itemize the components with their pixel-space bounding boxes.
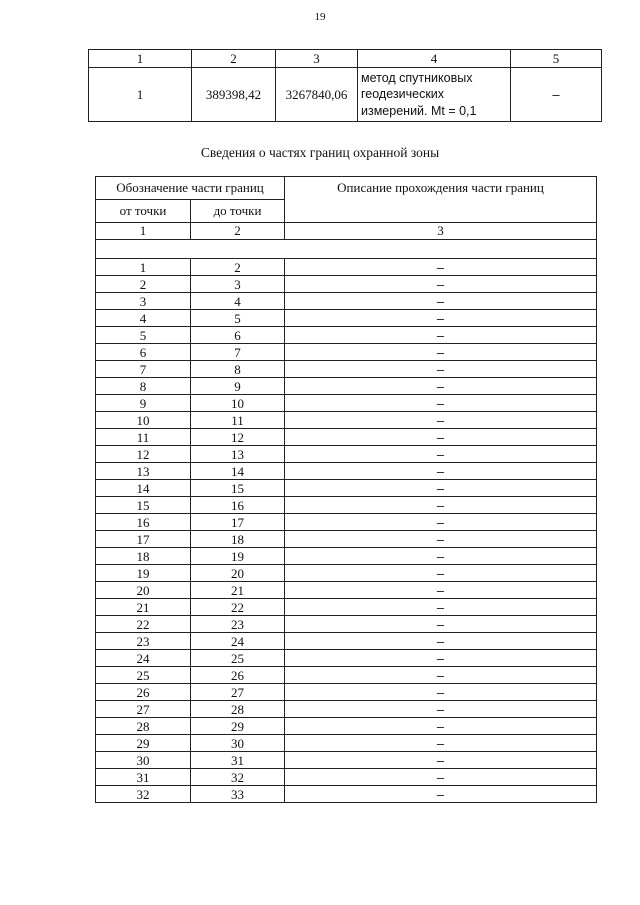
method-cell — [358, 68, 511, 122]
column-number-cell: 1 — [89, 50, 192, 68]
to-point-cell: 21 — [191, 582, 285, 599]
y-coordinate-cell: 3267840,06 — [276, 68, 358, 122]
from-point-cell: 26 — [96, 684, 191, 701]
to-point-cell: 27 — [191, 684, 285, 701]
empty-cell — [96, 240, 597, 259]
to-point-cell: 2 — [191, 259, 285, 276]
to-point-cell: 23 — [191, 616, 285, 633]
table-row — [96, 276, 597, 293]
column-number-cell: 2 — [191, 223, 285, 240]
description-cell: – — [285, 752, 597, 769]
from-point-cell: 5 — [96, 327, 191, 344]
table-row — [96, 718, 597, 735]
from-point-cell: 7 — [96, 361, 191, 378]
description-cell: – — [285, 633, 597, 650]
table-row — [96, 548, 597, 565]
table-header-row — [96, 177, 597, 200]
table-row — [96, 497, 597, 514]
table-row — [96, 361, 597, 378]
to-point-cell: 15 — [191, 480, 285, 497]
from-point-cell: 4 — [96, 310, 191, 327]
to-point-cell: 6 — [191, 327, 285, 344]
description-cell: – — [285, 276, 597, 293]
table-row — [96, 293, 597, 310]
table-row — [96, 565, 597, 582]
to-point-cell: 7 — [191, 344, 285, 361]
description-cell: – — [285, 667, 597, 684]
description-cell: – — [285, 412, 597, 429]
to-point-cell: 10 — [191, 395, 285, 412]
description-cell: – — [285, 446, 597, 463]
method-line: измерений. Mt = 0,1 — [361, 103, 477, 118]
to-point-cell: 14 — [191, 463, 285, 480]
to-point-cell: 3 — [191, 276, 285, 293]
to-point-cell: 9 — [191, 378, 285, 395]
table-row — [96, 633, 597, 650]
coordinates-table — [88, 49, 602, 122]
description-cell: – — [285, 599, 597, 616]
table-row — [96, 752, 597, 769]
to-point-cell: 29 — [191, 718, 285, 735]
to-point-cell: 33 — [191, 786, 285, 803]
description-cell: – — [285, 327, 597, 344]
table-row — [96, 310, 597, 327]
to-point-header: до точки — [191, 200, 285, 223]
to-point-cell: 28 — [191, 701, 285, 718]
description-cell: – — [285, 582, 597, 599]
from-point-cell: 2 — [96, 276, 191, 293]
column-number-cell: 2 — [192, 50, 276, 68]
from-point-cell: 20 — [96, 582, 191, 599]
table-row — [96, 616, 597, 633]
column-number-cell: 3 — [276, 50, 358, 68]
column-number-cell: 3 — [285, 223, 597, 240]
description-cell: – — [285, 378, 597, 395]
description-cell: – — [285, 650, 597, 667]
table-row — [96, 463, 597, 480]
from-point-cell: 21 — [96, 599, 191, 616]
table-row — [96, 786, 597, 803]
to-point-cell: 5 — [191, 310, 285, 327]
to-point-cell: 31 — [191, 752, 285, 769]
from-point-cell: 13 — [96, 463, 191, 480]
to-point-cell: 12 — [191, 429, 285, 446]
to-point-cell: 26 — [191, 667, 285, 684]
table-row — [96, 378, 597, 395]
to-point-cell: 11 — [191, 412, 285, 429]
table-row — [96, 599, 597, 616]
from-point-cell: 6 — [96, 344, 191, 361]
description-cell: – — [285, 616, 597, 633]
table-row — [96, 327, 597, 344]
description-cell: – — [285, 514, 597, 531]
empty-row — [96, 240, 597, 259]
column-numbers-row — [96, 223, 597, 240]
description-header: Описание прохождения части границ — [285, 177, 597, 223]
description-cell: – — [285, 463, 597, 480]
method-line: геодезических — [361, 87, 445, 102]
to-point-cell: 19 — [191, 548, 285, 565]
to-point-cell: 32 — [191, 769, 285, 786]
from-point-cell: 23 — [96, 633, 191, 650]
table-row — [96, 582, 597, 599]
to-point-cell: 25 — [191, 650, 285, 667]
designation-header: Обозначение части границ — [96, 177, 285, 200]
table-row — [96, 412, 597, 429]
from-point-cell: 18 — [96, 548, 191, 565]
table-row — [96, 259, 597, 276]
table-row — [96, 344, 597, 361]
description-cell: – — [285, 769, 597, 786]
to-point-cell: 4 — [191, 293, 285, 310]
from-point-cell: 3 — [96, 293, 191, 310]
description-cell: – — [285, 565, 597, 582]
from-point-cell: 17 — [96, 531, 191, 548]
table-row — [96, 650, 597, 667]
method-line: метод спутниковых — [361, 71, 473, 86]
description-cell: – — [285, 735, 597, 752]
note-cell: – — [511, 68, 602, 122]
from-point-cell: 19 — [96, 565, 191, 582]
column-number-cell: 1 — [96, 223, 191, 240]
table-row — [96, 684, 597, 701]
boundary-parts-table — [95, 176, 597, 803]
to-point-cell: 18 — [191, 531, 285, 548]
from-point-cell: 31 — [96, 769, 191, 786]
table-row — [96, 480, 597, 497]
section-title: Сведения о частях границ охранной зоны — [200, 145, 440, 160]
from-point-cell: 15 — [96, 497, 191, 514]
to-point-cell: 30 — [191, 735, 285, 752]
description-cell: – — [285, 480, 597, 497]
from-point-cell: 28 — [96, 718, 191, 735]
from-point-cell: 12 — [96, 446, 191, 463]
coordinates-table-header-row — [89, 50, 602, 68]
table-row — [96, 395, 597, 412]
from-point-cell: 32 — [96, 786, 191, 803]
to-point-cell: 8 — [191, 361, 285, 378]
description-cell: – — [285, 718, 597, 735]
description-cell: – — [285, 259, 597, 276]
from-point-cell: 10 — [96, 412, 191, 429]
from-point-cell: 14 — [96, 480, 191, 497]
table-row — [96, 446, 597, 463]
from-point-cell: 16 — [96, 514, 191, 531]
point-number-cell: 1 — [89, 68, 192, 122]
table-row — [96, 531, 597, 548]
from-point-cell: 9 — [96, 395, 191, 412]
from-point-cell: 24 — [96, 650, 191, 667]
to-point-cell: 17 — [191, 514, 285, 531]
description-cell: – — [285, 497, 597, 514]
to-point-cell: 22 — [191, 599, 285, 616]
from-point-cell: 27 — [96, 701, 191, 718]
coordinates-table-row — [89, 68, 602, 122]
from-point-cell: 11 — [96, 429, 191, 446]
description-cell: – — [285, 429, 597, 446]
from-point-header: от точки — [96, 200, 191, 223]
description-cell: – — [285, 395, 597, 412]
table-row — [96, 769, 597, 786]
table-row — [96, 701, 597, 718]
description-cell: – — [285, 310, 597, 327]
table-row — [96, 429, 597, 446]
x-coordinate-cell: 389398,42 — [192, 68, 276, 122]
from-point-cell: 25 — [96, 667, 191, 684]
to-point-cell: 16 — [191, 497, 285, 514]
to-point-cell: 24 — [191, 633, 285, 650]
from-point-cell: 22 — [96, 616, 191, 633]
description-cell: – — [285, 531, 597, 548]
from-point-cell: 1 — [96, 259, 191, 276]
description-cell: – — [285, 361, 597, 378]
description-cell: – — [285, 344, 597, 361]
column-number-cell: 4 — [358, 50, 511, 68]
description-cell: – — [285, 684, 597, 701]
description-cell: – — [285, 786, 597, 803]
page-number: 19 — [314, 11, 326, 23]
from-point-cell: 29 — [96, 735, 191, 752]
from-point-cell: 8 — [96, 378, 191, 395]
description-cell: – — [285, 701, 597, 718]
column-number-cell: 5 — [511, 50, 602, 68]
description-cell: – — [285, 293, 597, 310]
to-point-cell: 20 — [191, 565, 285, 582]
to-point-cell: 13 — [191, 446, 285, 463]
description-cell: – — [285, 548, 597, 565]
table-row — [96, 514, 597, 531]
table-row — [96, 735, 597, 752]
table-row — [96, 667, 597, 684]
from-point-cell: 30 — [96, 752, 191, 769]
